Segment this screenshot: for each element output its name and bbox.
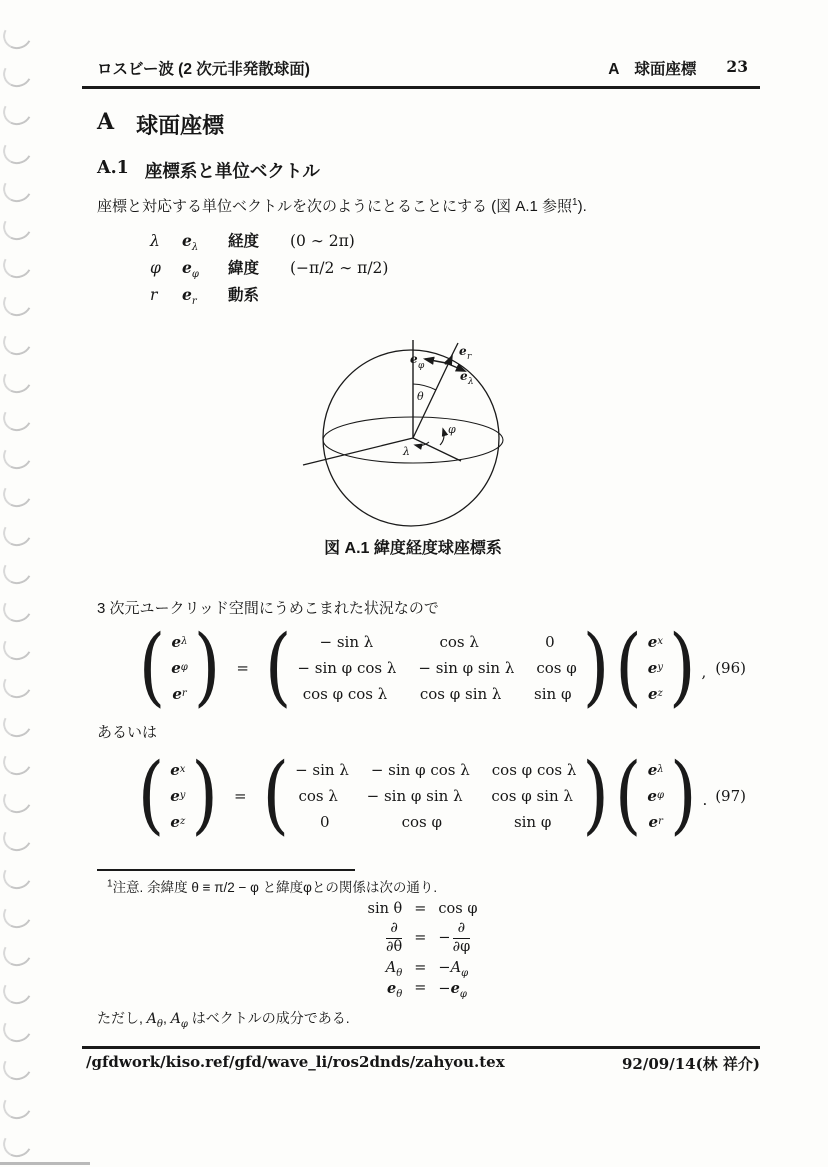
e-phi-sub: φ [418, 361, 425, 371]
fn-eq1-lhs: sin θ [367, 901, 403, 917]
coordinate-list [150, 229, 388, 310]
paren-open: ( [264, 618, 292, 718]
footer-rule [82, 1046, 760, 1049]
figure-caption: 図 A.1 緯度経度球座標系 [324, 540, 502, 557]
footnote-equations [97, 901, 748, 1000]
subsection-title: 座標系と単位ベクトル [144, 161, 320, 181]
equals-sign: = [233, 787, 247, 805]
embedding-paragraph: 3 次元ユークリッド空間にうめこまれた状況なので [97, 600, 439, 617]
binding-hole [0, 133, 35, 168]
radius-line-tip [450, 343, 458, 359]
subsection-heading [97, 158, 320, 183]
binding-hole [0, 477, 35, 512]
binding-hole [0, 209, 35, 244]
fn-eq3-lhs: $A_\theta$ [385, 959, 403, 979]
equation-96 [97, 618, 748, 718]
binding-hole [0, 400, 35, 435]
e-phi-arrow [425, 359, 446, 363]
or-paragraph: あるいは [97, 724, 158, 741]
binding-hole [0, 247, 35, 282]
unit-vector-symbol: $e_\varphi$ [182, 258, 199, 281]
paren-close: ) [582, 746, 609, 846]
coordinate-symbol: r [150, 286, 158, 304]
paren-open: ( [615, 618, 642, 718]
binding-hole [0, 629, 35, 664]
fn-eq4-lhs: $e_\theta$ [387, 979, 403, 1000]
theta-label: θ [417, 390, 424, 403]
footnote-text [107, 876, 752, 896]
header-rule [82, 86, 760, 89]
intro-text-tail: ). [577, 198, 587, 215]
binding-hole [0, 782, 35, 817]
binding-hole [0, 668, 35, 703]
equation-tag: (96) [715, 659, 746, 677]
binding-hole [0, 95, 35, 130]
paren-close: ) [191, 746, 218, 846]
coordinate-name: 動系 [228, 287, 260, 304]
page-footer [86, 1053, 760, 1074]
binding-hole [0, 1088, 35, 1123]
section-title: 球面座標 [136, 113, 225, 138]
paren-close: ) [669, 746, 697, 846]
binding-hole [0, 362, 35, 397]
e-lambda-label: e [460, 369, 468, 383]
binding-hole [0, 18, 35, 53]
paren-close: ) [582, 618, 610, 718]
coordinate-symbol: φ [150, 259, 161, 277]
fn-eq2-rhs: − $\frac{\partial}{\partial\varphi}$ [438, 920, 471, 955]
lambda-label: λ [403, 445, 410, 458]
binding-hole [0, 438, 35, 473]
binding-hole [0, 706, 35, 741]
scan-artifact-bottom-left [0, 1162, 90, 1165]
binding-hole [0, 859, 35, 894]
binding-hole [0, 1011, 35, 1046]
equation-punctuation: . [702, 791, 708, 809]
rotation-matrix: − sin λ − sin φ cos λ cos φ cos λ cos λ − sin φ sin λ cos φ sin λ 0 cos φ sin φ [295, 761, 577, 831]
coordinate-range: (−π/2 ∼ π/2) [290, 259, 389, 277]
unit-vector-symbol: $e_\lambda$ [182, 231, 199, 254]
phi-label: φ [448, 423, 456, 436]
binding-hole [0, 897, 35, 932]
sphere-coordinate-figure [253, 332, 573, 537]
coordinate-name: 経度 [228, 233, 260, 250]
lhs-vector: e λ e φ e r [171, 633, 188, 703]
rhs-vector: e x e y e z [647, 633, 663, 703]
section-heading [97, 109, 224, 140]
binding-hole [0, 515, 35, 550]
header-section-title: A 球面座標 [608, 61, 697, 78]
e-r-sub: r [467, 352, 472, 362]
paren-open: ( [138, 618, 166, 718]
binding-hole [0, 286, 35, 321]
footnote-number: 1 [107, 878, 113, 890]
intro-paragraph [97, 196, 752, 218]
x-axis-line [303, 438, 413, 465]
binding-hole [0, 744, 35, 779]
binding-hole [0, 324, 35, 359]
equation-punctuation: , [701, 663, 707, 681]
section-number: A [97, 109, 115, 135]
surface-point [444, 361, 447, 364]
page-number: 23 [726, 57, 748, 76]
equals-sign: = [414, 901, 427, 917]
equals-sign: = [414, 959, 427, 976]
footnote-marker: 1 [572, 197, 578, 208]
list-item [150, 283, 388, 310]
source-file-path: /gfdwork/kiso.ref/gfd/wave_li/ros2dnds/zahyou.tex [86, 1053, 505, 1071]
running-header [97, 57, 748, 79]
rotation-matrix: − sin λ cos λ 0 − sin φ cos λ − sin φ sin λ cos φ cos φ cos λ cos φ sin λ sin φ [297, 633, 577, 703]
equals-sign: = [414, 930, 427, 947]
fn-eq2-lhs: $\frac{\partial}{\partial\theta}$ [386, 920, 403, 955]
equals-sign: = [236, 659, 249, 677]
paren-close: ) [669, 618, 696, 718]
binding-hole [0, 56, 35, 91]
binding-hole [0, 553, 35, 588]
paren-open: ( [137, 746, 165, 846]
footnote-closing: ただし, $A_\theta$, $A_\varphi$ はベクトルの成分である. [97, 1010, 350, 1030]
equation-tag: (97) [715, 787, 746, 805]
fn-eq3-rhs: $-A_\varphi$ [438, 959, 469, 979]
header-left-title: ロスビー波 (2 次元非発散球面) [97, 61, 310, 78]
paren-close: ) [193, 618, 221, 718]
list-item [150, 229, 388, 256]
footnote-body: 注意. 余緯度 θ ≡ π/2 − φ と緯度φとの関係は次の通り. [112, 880, 438, 895]
fn-eq1-rhs: cos φ [438, 901, 478, 917]
phi-angle-arrow [440, 429, 444, 445]
list-item [150, 256, 388, 283]
unit-vector-symbol: $e_r$ [182, 285, 197, 308]
paren-open: ( [262, 746, 290, 846]
binding-hole [0, 973, 35, 1008]
footnote-rule [97, 869, 355, 871]
binding-hole [0, 1126, 35, 1161]
e-phi-label: e [410, 352, 418, 366]
e-lambda-sub: λ [468, 377, 474, 387]
subsection-number: A.1 [97, 158, 129, 178]
intro-text: 座標と対応する単位ベクトルを次のようにとることにする (図 A.1 参照 [97, 198, 573, 215]
binding-hole [0, 171, 35, 206]
paren-open: ( [614, 746, 642, 846]
binding-hole [0, 591, 35, 626]
coordinate-name: 緯度 [228, 260, 260, 277]
fn-eq4-rhs: $-e_\varphi$ [438, 979, 467, 1000]
coordinate-range: (0 ∼ 2π) [290, 232, 355, 250]
equator-projection-line [413, 438, 461, 461]
equation-97 [97, 746, 748, 846]
binding-hole [0, 1050, 35, 1085]
binding-hole [0, 935, 35, 970]
rhs-vector: e λ e φ e r [647, 761, 664, 831]
equals-sign: = [414, 980, 427, 997]
binding-hole [0, 820, 35, 855]
lhs-vector: e x e y e z [170, 761, 186, 831]
date-author: 92/09/14(林 祥介) [622, 1055, 760, 1073]
coordinate-symbol: λ [150, 232, 160, 250]
e-r-label: e [459, 344, 467, 358]
